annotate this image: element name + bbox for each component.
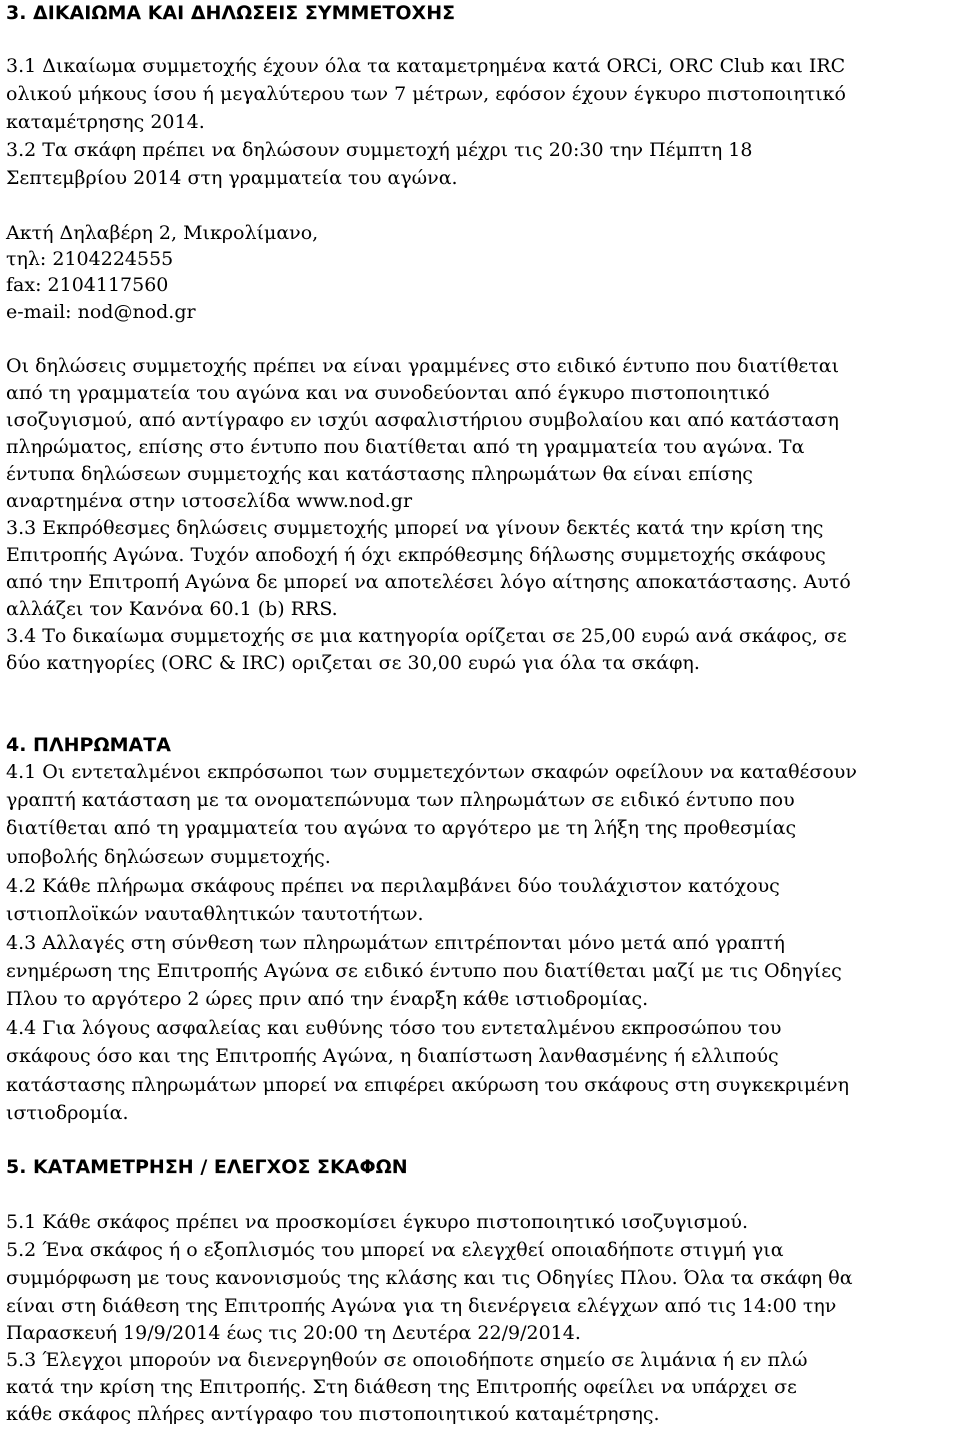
text-line: 4.1 Οι εντεταλμένοι εκπρόσωποι των συμμετεχόντων σκαφών οφείλουν να καταθέσουν: [6, 761, 857, 783]
text-line: καταμέτρησης 2014.: [6, 111, 205, 133]
text-line: δύο κατηγορίες (ORC & IRC) οριζεται σε 30,00 ευρώ για όλα τα σκάφη.: [6, 652, 700, 674]
section-5-heading: 5. ΚΑΤΑΜΕΤΡΗΣΗ / ΕΛΕΓΧΟΣ ΣΚΑΦΩΝ: [6, 1156, 408, 1178]
text-line: αλλάζει τον Κανόνα 60.1 (b) RRS.: [6, 598, 338, 620]
text-line: 4.2 Κάθε πλήρωμα σκάφους πρέπει να περιλαμβάνει δύο τουλάχιστον κατόχους: [6, 875, 780, 897]
email-line: e-mail: nod@nod.gr: [6, 301, 196, 323]
text-line: διατίθεται από τη γραμματεία του αγώνα το αργότερο με τη λήξη της προθεσμίας: [6, 817, 797, 839]
phone-line: τηλ: 2104224555: [6, 248, 174, 270]
section-4-heading: 4. ΠΛΗΡΩΜΑΤΑ: [6, 734, 171, 756]
text-line: ιστιοπλοϊκών ναυταθλητικών ταυτοτήτων.: [6, 903, 424, 925]
text-line: 4.3 Αλλαγές στη σύνθεση των πληρωμάτων επιτρέπονται μόνο μετά από γραπτή: [6, 932, 785, 954]
text-line: 3.1 Δικαίωμα συμμετοχής έχουν όλα τα καταμετρημένα κατά ORCi, ORC Club και IRC: [6, 55, 846, 77]
text-line: από τη γραμματεία του αγώνα και να συνοδεύονται από έγκυρο πιστοποιητικό: [6, 382, 770, 404]
text-line: αναρτημένα στην ιστοσελίδα www.nod.gr: [6, 490, 413, 512]
text-line: Επιτροπής Αγώνα. Τυχόν αποδοχή ή όχι εκπρόθεσμης δήλωσης συμμετοχής σκάφους: [6, 544, 826, 566]
section-3-heading: 3. ΔΙΚΑΙΩΜΑ ΚΑΙ ΔΗΛΩΣΕΙΣ ΣΥΜΜΕΤΟΧΗΣ: [6, 2, 456, 24]
text-line: Πλου το αργότερο 2 ώρες πριν από την έναρξη κάθε ιστιοδρομίας.: [6, 988, 649, 1010]
text-line: 3.4 Το δικαίωμα συμμετοχής σε μια κατηγορία ορίζεται σε 25,00 ευρώ ανά σκάφος, σε: [6, 625, 847, 647]
text-line: ιστιοδρομία.: [6, 1102, 129, 1124]
text-line: Οι δηλώσεις συμμετοχής πρέπει να είναι γραμμένες στο ειδικό έντυπο που διατίθεται: [6, 355, 840, 377]
text-line: γραπτή κατάσταση με τα ονοματεπώνυμα των πληρωμάτων σε ειδικό έντυπο που: [6, 789, 795, 811]
text-line: είναι στη διάθεση της Επιτροπής Αγώνα για τη διενέργεια ελέγχων από τις 14:00 την: [6, 1295, 837, 1317]
text-line: ενημέρωση της Επιτροπής Αγώνα σε ειδικό έντυπο που διατίθεται μαζί με τις Οδηγίες: [6, 960, 842, 982]
text-line: 5.1 Κάθε σκάφος πρέπει να προσκομίσει έγκυρο πιστοποιητικό ισοζυγισμού.: [6, 1211, 748, 1233]
text-line: 3.2 Τα σκάφη πρέπει να δηλώσουν συμμετοχή μέχρι τις 20:30 την Πέμπτη 18: [6, 139, 753, 161]
text-line: υποβολής δηλώσεων συμμετοχής.: [6, 846, 331, 868]
text-line: κατά την κρίση της Επιτροπής. Στη διάθεση της Επιτροπής οφείλει να υπάρχει σε: [6, 1376, 797, 1398]
text-line: πληρώματος, επίσης στο έντυπο που διατίθεται από τη γραμματεία του αγώνα. Τα: [6, 436, 805, 458]
text-line: σκάφους όσο και της Επιτροπής Αγώνα, η διαπίστωση λανθασμένης ή ελλιπούς: [6, 1045, 779, 1067]
text-line: 5.3 Έλεγχοι μπορούν να διενεργηθούν σε οποιοδήποτε σημείο σε λιμάνια ή εν πλώ: [6, 1349, 808, 1371]
text-line: κατάστασης πληρωμάτων μπορεί να επιφέρει ακύρωση του σκάφους στη συγκεκριμένη: [6, 1074, 849, 1096]
text-line: από την Επιτροπή Αγώνα δε μπορεί να αποτελέσει λόγο αίτησης αποκατάστασης. Αυτό: [6, 571, 851, 593]
text-line: Παρασκευή 19/9/2014 έως τις 20:00 τη Δευτέρα 22/9/2014.: [6, 1322, 581, 1344]
text-line: 5.2 Ένα σκάφος ή ο εξοπλισμός του μπορεί να ελεγχθεί οποιαδήποτε στιγμή για: [6, 1239, 784, 1261]
text-line: 4.4 Για λόγους ασφαλείας και ευθύνης τόσο του εντεταλμένου εκπροσώπου του: [6, 1017, 782, 1039]
text-line: συμμόρφωση με τους κανονισμούς της κλάσης και τις Οδηγίες Πλου. Όλα τα σκάφη θα: [6, 1267, 853, 1289]
text-line: έντυπα δηλώσεων συμμετοχής και κατάστασης πληρωμάτων θα είναι επίσης: [6, 463, 753, 485]
text-line: κάθε σκάφος πλήρες αντίγραφο του πιστοποιητικού καταμέτρησης.: [6, 1403, 660, 1425]
text-line: Σεπτεμβρίου 2014 στη γραμματεία του αγώνα.: [6, 167, 458, 189]
text-line: ολικού μήκους ίσου ή μεγαλύτερου των 7 μέτρων, εφόσον έχουν έγκυρο πιστοποιητικό: [6, 83, 846, 105]
address-line: Ακτή Δηλαβέρη 2, Μικρολίμανο,: [6, 222, 319, 244]
fax-line: fax: 2104117560: [6, 274, 169, 296]
text-line: ισοζυγισμού, από αντίγραφο εν ισχύι ασφαλιστήριου συμβολαίου και από κατάσταση: [6, 409, 839, 431]
text-line: 3.3 Εκπρόθεσμες δηλώσεις συμμετοχής μπορεί να γίνουν δεκτές κατά την κρίση της: [6, 517, 824, 539]
